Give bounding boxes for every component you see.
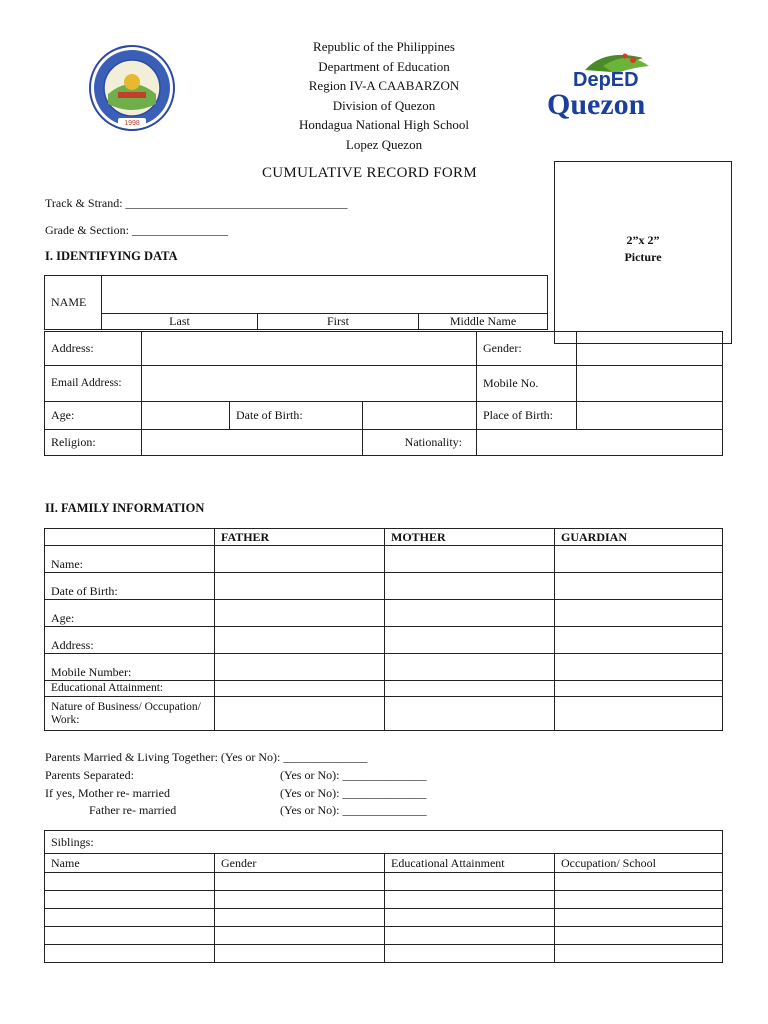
sibling-cell[interactable] [45, 945, 215, 963]
dob-input[interactable] [363, 402, 477, 430]
father-cell[interactable] [215, 681, 385, 697]
table-row [45, 927, 723, 945]
mother-cell[interactable] [385, 697, 555, 731]
age-label: Age: [45, 402, 142, 430]
father-cell[interactable] [215, 573, 385, 600]
grade-section-field[interactable]: Grade & Section: ________________ [45, 223, 228, 237]
father-column-header: FATHER [215, 529, 385, 546]
sibling-cell[interactable] [45, 927, 215, 945]
sibling-cell[interactable] [215, 909, 385, 927]
parents-separated-field[interactable]: (Yes or No): ______________ [280, 768, 427, 782]
sibling-cell[interactable] [215, 891, 385, 909]
header-line: Hondagua National High School [298, 117, 470, 132]
email-input[interactable] [142, 366, 477, 402]
table-row [45, 891, 723, 909]
family-row-label: Nature of Business/ Occupation/ Work: [45, 697, 215, 731]
table-row [45, 945, 723, 963]
picture-box [554, 161, 732, 344]
family-row-label: Name: [45, 546, 215, 573]
father-cell[interactable] [215, 627, 385, 654]
siblings-gender-header: Gender [215, 854, 385, 873]
religion-input[interactable] [142, 430, 363, 456]
seal-year: 1998 [124, 120, 140, 127]
sibling-cell[interactable] [555, 909, 723, 927]
guardian-cell[interactable] [555, 546, 723, 573]
sibling-cell[interactable] [385, 927, 555, 945]
guardian-column-header: GUARDIAN [555, 529, 723, 546]
mother-cell[interactable] [385, 600, 555, 627]
mother-cell[interactable] [385, 654, 555, 681]
sibling-cell[interactable] [45, 909, 215, 927]
guardian-cell[interactable] [555, 697, 723, 731]
mother-cell[interactable] [385, 627, 555, 654]
father-cell[interactable] [215, 600, 385, 627]
header-line: Republic of the Philippines [313, 39, 455, 54]
gender-input[interactable] [577, 332, 723, 366]
mobile-input[interactable] [577, 366, 723, 402]
pob-input[interactable] [577, 402, 723, 430]
guardian-cell[interactable] [555, 654, 723, 681]
mother-column-header: MOTHER [385, 529, 555, 546]
father-cell[interactable] [215, 654, 385, 681]
mother-cell[interactable] [385, 681, 555, 697]
track-strand-field[interactable]: Track & Strand: _____________________________________ [45, 196, 348, 210]
table-row [45, 873, 723, 891]
mother-cell[interactable] [385, 546, 555, 573]
religion-label: Religion: [45, 430, 142, 456]
dob-label: Date of Birth: [230, 402, 363, 430]
school-seal-logo [88, 44, 176, 132]
picture-label: Picture [624, 250, 662, 264]
sibling-cell[interactable] [385, 909, 555, 927]
mother-cell[interactable] [385, 573, 555, 600]
email-label: Email Address: [45, 366, 142, 402]
guardian-cell[interactable] [555, 627, 723, 654]
logo-quezon-text: Quezon [547, 88, 646, 121]
sibling-cell[interactable] [555, 873, 723, 891]
family-header-blank [45, 529, 215, 546]
mother-remarried-field[interactable]: (Yes or No): ______________ [280, 786, 427, 800]
name-first-label: First [258, 314, 419, 330]
father-remarried-field[interactable]: (Yes or No): ______________ [280, 803, 427, 817]
logo-deped-text: DepED [573, 69, 639, 91]
name-last-label: Last [102, 314, 258, 330]
pob-label: Place of Birth: [477, 402, 577, 430]
table-row [45, 909, 723, 927]
siblings-name-header: Name [45, 854, 215, 873]
picture-size-label: 2”x 2” [626, 233, 660, 247]
sibling-cell[interactable] [555, 927, 723, 945]
siblings-education-header: Educational Attainment [385, 854, 555, 873]
address-input[interactable] [142, 332, 477, 366]
family-row-label: Mobile Number: [45, 654, 215, 681]
sibling-cell[interactable] [215, 927, 385, 945]
header-line: Division of Quezon [332, 97, 436, 113]
father-remarried-label: Father re- married [89, 803, 177, 817]
family-row-label: Educational Attainment: [45, 681, 215, 697]
name-table [44, 275, 548, 330]
deped-quezon-logo [545, 50, 653, 130]
gender-label: Gender: [477, 332, 577, 366]
form-title: CUMULATIVE RECORD FORM [262, 165, 477, 181]
parents-married-field[interactable]: Parents Married & Living Together: (Yes or No): ______________ [45, 750, 368, 764]
siblings-occupation-header: Occupation/ School [555, 854, 723, 873]
father-cell[interactable] [215, 697, 385, 731]
age-input[interactable] [142, 402, 230, 430]
name-label: NAME [45, 276, 102, 330]
family-row-label: Age: [45, 600, 215, 627]
mother-remarried-label: If yes, Mother re- married [45, 786, 170, 800]
address-label: Address: [45, 332, 142, 366]
sibling-cell[interactable] [45, 873, 215, 891]
header-line: Region IV-A CAABARZON [308, 78, 460, 93]
siblings-table [44, 830, 723, 963]
name-middle-label: Middle Name [419, 314, 548, 330]
header-line: Department of Education [318, 58, 450, 74]
father-cell[interactable] [215, 546, 385, 573]
sibling-cell[interactable] [555, 891, 723, 909]
nationality-label: Nationality: [363, 430, 477, 456]
guardian-cell[interactable] [555, 573, 723, 600]
sibling-cell[interactable] [555, 945, 723, 963]
parents-separated-label: Parents Separated: [45, 768, 134, 782]
family-row-label: Address: [45, 627, 215, 654]
identifying-data-table [44, 331, 723, 456]
section-identifying-title: I. IDENTIFYING DATA [45, 249, 178, 263]
family-table [44, 528, 723, 731]
sibling-cell[interactable] [385, 891, 555, 909]
sibling-cell[interactable] [45, 891, 215, 909]
sibling-cell[interactable] [385, 873, 555, 891]
family-row-label: Date of Birth: [45, 573, 215, 600]
nationality-input[interactable] [477, 430, 723, 456]
guardian-cell[interactable] [555, 600, 723, 627]
siblings-title: Siblings: [45, 831, 723, 854]
section-family-title: II. FAMILY INFORMATION [45, 501, 205, 515]
guardian-cell[interactable] [555, 681, 723, 697]
name-input[interactable] [102, 276, 548, 314]
sibling-cell[interactable] [385, 945, 555, 963]
sibling-cell[interactable] [215, 945, 385, 963]
mobile-label: Mobile No. [477, 366, 577, 402]
header-line: Lopez Quezon [345, 136, 423, 152]
sibling-cell[interactable] [215, 873, 385, 891]
